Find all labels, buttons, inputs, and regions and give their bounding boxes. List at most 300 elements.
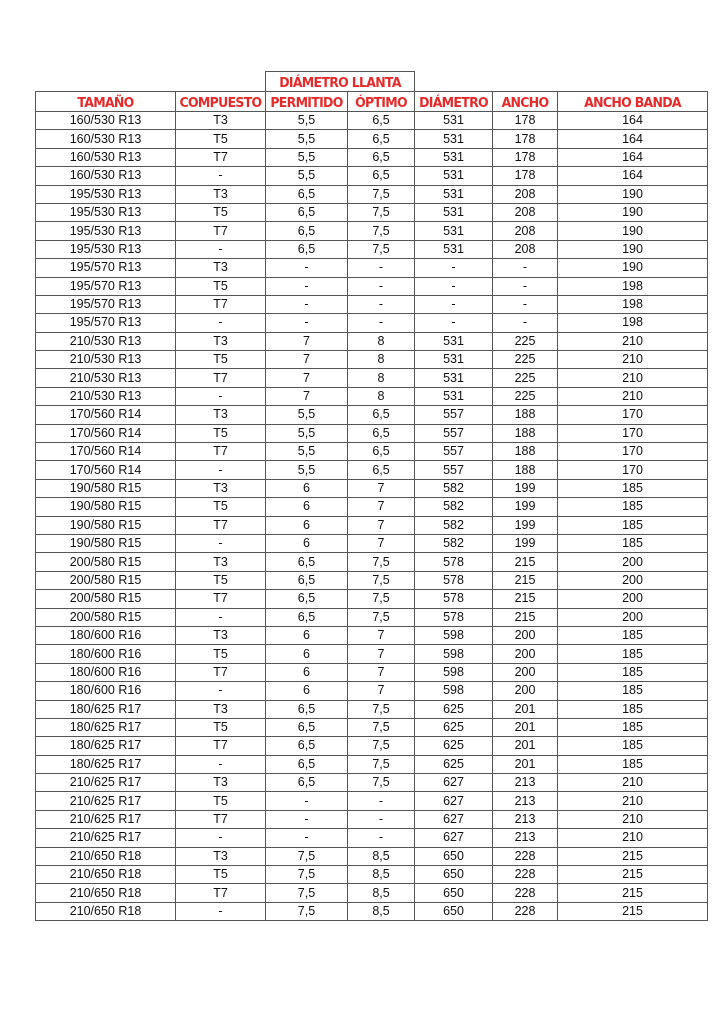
tread-width-cell: 185 [558,663,708,681]
permitted-rim-cell: 7,5 [266,847,348,865]
optimal-rim-cell: 7,5 [348,222,415,240]
size-cell: 195/530 R13 [36,222,176,240]
optimal-rim-cell: 8 [348,351,415,369]
size-cell: 210/650 R18 [36,884,176,902]
size-cell: 210/650 R18 [36,902,176,920]
optimal-rim-cell: - [348,277,415,295]
diameter-cell: 531 [415,222,493,240]
permitted-rim-cell: 7,5 [266,866,348,884]
size-cell: 160/530 R13 [36,112,176,130]
compound-cell: T7 [176,810,266,828]
table-row [36,369,708,387]
tread-width-cell: 210 [558,774,708,792]
permitted-rim-cell: - [266,314,348,332]
diameter-cell: 598 [415,682,493,700]
header-permitido: PERMITIDO [266,91,348,112]
size-cell: 210/625 R17 [36,829,176,847]
permitted-rim-cell: 6,5 [266,590,348,608]
width-cell: 225 [493,387,558,405]
width-cell: 178 [493,112,558,130]
compound-cell: T3 [176,185,266,203]
table-row [36,590,708,608]
optimal-rim-cell: - [348,314,415,332]
header-diametro: DIÁMETRO [415,91,493,112]
diameter-cell: 531 [415,185,493,203]
optimal-rim-cell: 7,5 [348,700,415,718]
width-cell: 201 [493,737,558,755]
compound-cell: T3 [176,112,266,130]
tread-width-cell: 198 [558,314,708,332]
size-cell: 210/650 R18 [36,866,176,884]
permitted-rim-cell: 6,5 [266,774,348,792]
width-cell: - [493,314,558,332]
optimal-rim-cell: 6,5 [348,461,415,479]
tread-width-cell: 185 [558,737,708,755]
group-header-row [36,72,708,92]
size-cell: 170/560 R14 [36,406,176,424]
table-row [36,167,708,185]
tread-width-cell: 185 [558,534,708,552]
table-row [36,406,708,424]
compound-cell: T3 [176,406,266,424]
table-row [36,259,708,277]
table-row [36,902,708,920]
table-row [36,461,708,479]
table-row [36,884,708,902]
table-row [36,700,708,718]
optimal-rim-cell: - [348,810,415,828]
width-cell: 208 [493,222,558,240]
size-cell: 200/580 R15 [36,571,176,589]
tread-width-cell: 170 [558,424,708,442]
optimal-rim-cell: 8 [348,332,415,350]
size-cell: 180/600 R16 [36,682,176,700]
table-row [36,645,708,663]
width-cell: 199 [493,479,558,497]
compound-cell: T7 [176,369,266,387]
tread-width-cell: 185 [558,498,708,516]
tread-width-cell: 185 [558,645,708,663]
permitted-rim-cell: 6 [266,682,348,700]
permitted-rim-cell: 7 [266,387,348,405]
permitted-rim-cell: 6,5 [266,608,348,626]
width-cell: 228 [493,866,558,884]
permitted-rim-cell: 6,5 [266,222,348,240]
group-header-spacer-right [415,71,708,92]
header-optimo: ÓPTIMO [348,91,415,112]
width-cell: 201 [493,755,558,773]
compound-cell: T7 [176,222,266,240]
table-row [36,571,708,589]
compound-cell: T5 [176,498,266,516]
size-cell: 195/570 R13 [36,259,176,277]
diameter-cell: 557 [415,443,493,461]
tread-width-cell: 210 [558,351,708,369]
permitted-rim-cell: 6,5 [266,737,348,755]
diameter-cell: 650 [415,866,493,884]
diameter-cell: 578 [415,590,493,608]
table-row [36,534,708,552]
permitted-rim-cell: - [266,259,348,277]
optimal-rim-cell: 8,5 [348,902,415,920]
size-cell: 180/625 R17 [36,755,176,773]
table-row [36,866,708,884]
width-cell: 213 [493,774,558,792]
table-row [36,682,708,700]
width-cell: 215 [493,571,558,589]
width-cell: 225 [493,332,558,350]
table-row [36,240,708,258]
compound-cell: T5 [176,571,266,589]
header-ancho-banda: ANCHO BANDA [558,91,708,112]
tread-width-cell: 185 [558,516,708,534]
size-cell: 210/530 R13 [36,387,176,405]
header-compuesto: COMPUESTO [176,91,266,112]
tread-width-cell: 190 [558,259,708,277]
diameter-cell: - [415,259,493,277]
compound-cell: T5 [176,718,266,736]
width-cell: 213 [493,810,558,828]
compound-cell: T7 [176,590,266,608]
tread-width-cell: 200 [558,608,708,626]
permitted-rim-cell: 6,5 [266,755,348,773]
diameter-cell: 582 [415,498,493,516]
table-row [36,295,708,313]
tread-width-cell: 164 [558,148,708,166]
permitted-rim-cell: 7,5 [266,902,348,920]
width-cell: 200 [493,682,558,700]
width-cell: 215 [493,553,558,571]
size-cell: 195/570 R13 [36,277,176,295]
size-cell: 195/530 R13 [36,185,176,203]
tread-width-cell: 185 [558,682,708,700]
header-ancho: ANCHO [493,91,558,112]
permitted-rim-cell: - [266,295,348,313]
width-cell: 188 [493,424,558,442]
header-tamano: TAMAÑO [36,91,176,112]
permitted-rim-cell: 7 [266,351,348,369]
optimal-rim-cell: - [348,829,415,847]
compound-cell: - [176,387,266,405]
table-row [36,792,708,810]
permitted-rim-cell: - [266,829,348,847]
width-cell: - [493,277,558,295]
tread-width-cell: 170 [558,443,708,461]
width-cell: 200 [493,645,558,663]
permitted-rim-cell: 5,5 [266,167,348,185]
diameter-cell: - [415,314,493,332]
width-cell: 178 [493,130,558,148]
size-cell: 190/580 R15 [36,498,176,516]
table-row [36,351,708,369]
tread-width-cell: 200 [558,571,708,589]
optimal-rim-cell: - [348,792,415,810]
table-body [36,112,708,921]
width-cell: 213 [493,792,558,810]
compound-cell: T3 [176,332,266,350]
size-cell: 195/570 R13 [36,314,176,332]
permitted-rim-cell: 5,5 [266,148,348,166]
group-header-spacer [36,71,266,92]
permitted-rim-cell: 6,5 [266,240,348,258]
diameter-cell: 598 [415,645,493,663]
size-cell: 180/600 R16 [36,626,176,644]
optimal-rim-cell: 7 [348,645,415,663]
width-cell: 208 [493,240,558,258]
permitted-rim-cell: 7,5 [266,884,348,902]
diameter-cell: 625 [415,737,493,755]
compound-cell: T5 [176,645,266,663]
table-row [36,774,708,792]
permitted-rim-cell: 6,5 [266,203,348,221]
table-row [36,314,708,332]
permitted-rim-cell: - [266,792,348,810]
width-cell: 215 [493,590,558,608]
diameter-cell: 598 [415,663,493,681]
width-cell: 201 [493,718,558,736]
permitted-rim-cell: 6 [266,516,348,534]
diameter-cell: 598 [415,626,493,644]
table-row [36,148,708,166]
compound-cell: - [176,461,266,479]
size-cell: 200/580 R15 [36,553,176,571]
table-row [36,479,708,497]
table-row [36,626,708,644]
tread-width-cell: 210 [558,792,708,810]
tread-width-cell: 185 [558,479,708,497]
diameter-cell: 625 [415,718,493,736]
width-cell: 200 [493,626,558,644]
tread-width-cell: 170 [558,406,708,424]
optimal-rim-cell: 6,5 [348,112,415,130]
compound-cell: T7 [176,737,266,755]
compound-cell: T7 [176,148,266,166]
tread-width-cell: 200 [558,553,708,571]
compound-cell: T3 [176,479,266,497]
compound-cell: - [176,608,266,626]
diameter-cell: 578 [415,553,493,571]
optimal-rim-cell: - [348,295,415,313]
permitted-rim-cell: 5,5 [266,406,348,424]
table-row [36,608,708,626]
size-cell: 200/580 R15 [36,608,176,626]
size-cell: 210/530 R13 [36,351,176,369]
tread-width-cell: 215 [558,866,708,884]
compound-cell: T7 [176,884,266,902]
table-row [36,277,708,295]
diameter-cell: 578 [415,571,493,589]
table-row [36,332,708,350]
tread-width-cell: 210 [558,810,708,828]
diameter-cell: 627 [415,829,493,847]
permitted-rim-cell: 5,5 [266,112,348,130]
compound-cell: T5 [176,792,266,810]
compound-cell: T7 [176,443,266,461]
compound-cell: T5 [176,866,266,884]
diameter-cell: 557 [415,424,493,442]
table-row [36,847,708,865]
diameter-cell: 531 [415,112,493,130]
tread-width-cell: 190 [558,203,708,221]
table-row [36,737,708,755]
diameter-cell: 650 [415,902,493,920]
compound-cell: T3 [176,700,266,718]
width-cell: - [493,259,558,277]
width-cell: 199 [493,534,558,552]
diameter-cell: 650 [415,884,493,902]
width-cell: 188 [493,443,558,461]
size-cell: 210/530 R13 [36,332,176,350]
optimal-rim-cell: 8 [348,369,415,387]
size-cell: 210/625 R17 [36,810,176,828]
size-cell: 180/625 R17 [36,700,176,718]
diameter-cell: 627 [415,810,493,828]
compound-cell: T5 [176,130,266,148]
size-cell: 210/530 R13 [36,369,176,387]
diameter-cell: 625 [415,700,493,718]
diameter-cell: 531 [415,148,493,166]
diameter-cell: 531 [415,203,493,221]
table-row [36,424,708,442]
permitted-rim-cell: 6,5 [266,185,348,203]
permitted-rim-cell: - [266,277,348,295]
diameter-cell: 582 [415,479,493,497]
diameter-cell: 531 [415,387,493,405]
tread-width-cell: 164 [558,112,708,130]
diameter-cell: 531 [415,332,493,350]
compound-cell: T5 [176,424,266,442]
diameter-cell: 650 [415,847,493,865]
table-row [36,810,708,828]
tire-specs-table [35,71,708,921]
size-cell: 195/570 R13 [36,295,176,313]
compound-cell: T5 [176,351,266,369]
tread-width-cell: 170 [558,461,708,479]
size-cell: 190/580 R15 [36,534,176,552]
width-cell: 228 [493,902,558,920]
compound-cell: - [176,682,266,700]
compound-cell: T3 [176,259,266,277]
optimal-rim-cell: 7 [348,682,415,700]
optimal-rim-cell: 7,5 [348,590,415,608]
size-cell: 210/650 R18 [36,847,176,865]
tread-width-cell: 200 [558,590,708,608]
permitted-rim-cell: - [266,810,348,828]
permitted-rim-cell: 6,5 [266,700,348,718]
tread-width-cell: 198 [558,295,708,313]
size-cell: 160/530 R13 [36,130,176,148]
size-cell: 190/580 R15 [36,479,176,497]
width-cell: 188 [493,406,558,424]
tread-width-cell: 190 [558,185,708,203]
compound-cell: - [176,755,266,773]
size-cell: 190/580 R15 [36,516,176,534]
tread-width-cell: 185 [558,718,708,736]
table-row [36,443,708,461]
size-cell: 200/580 R15 [36,590,176,608]
optimal-rim-cell: 7,5 [348,240,415,258]
width-cell: 188 [493,461,558,479]
optimal-rim-cell: 7 [348,479,415,497]
compound-cell: T3 [176,553,266,571]
permitted-rim-cell: 6 [266,626,348,644]
diameter-cell: 627 [415,774,493,792]
tread-width-cell: 215 [558,884,708,902]
compound-cell: - [176,534,266,552]
permitted-rim-cell: 5,5 [266,461,348,479]
width-cell: 199 [493,498,558,516]
diameter-cell: 625 [415,755,493,773]
width-cell: 208 [493,203,558,221]
permitted-rim-cell: 6 [266,498,348,516]
tread-width-cell: 185 [558,755,708,773]
width-cell: 228 [493,847,558,865]
optimal-rim-cell: - [348,259,415,277]
compound-cell: - [176,314,266,332]
optimal-rim-cell: 6,5 [348,167,415,185]
width-cell: - [493,295,558,313]
table-row [36,130,708,148]
tread-width-cell: 164 [558,167,708,185]
diameter-cell: - [415,295,493,313]
table-row [36,755,708,773]
width-cell: 200 [493,663,558,681]
permitted-rim-cell: 6,5 [266,718,348,736]
tread-width-cell: 210 [558,829,708,847]
compound-cell: T7 [176,516,266,534]
size-cell: 160/530 R13 [36,148,176,166]
table-row [36,203,708,221]
table-row [36,553,708,571]
diameter-cell: 557 [415,461,493,479]
optimal-rim-cell: 8,5 [348,866,415,884]
size-cell: 160/530 R13 [36,167,176,185]
compound-cell: T5 [176,203,266,221]
table-row [36,185,708,203]
tread-width-cell: 185 [558,700,708,718]
column-header-row [36,92,708,112]
width-cell: 225 [493,351,558,369]
width-cell: 178 [493,167,558,185]
width-cell: 225 [493,369,558,387]
diameter-cell: 531 [415,369,493,387]
table-row [36,387,708,405]
optimal-rim-cell: 7 [348,516,415,534]
width-cell: 215 [493,608,558,626]
optimal-rim-cell: 7,5 [348,608,415,626]
size-cell: 170/560 R14 [36,461,176,479]
tread-width-cell: 185 [558,626,708,644]
table-row [36,498,708,516]
compound-cell: T3 [176,847,266,865]
tread-width-cell: 210 [558,332,708,350]
compound-cell: - [176,829,266,847]
optimal-rim-cell: 7 [348,626,415,644]
tread-width-cell: 190 [558,240,708,258]
diameter-cell: 582 [415,534,493,552]
size-cell: 170/560 R14 [36,443,176,461]
compound-cell: T7 [176,295,266,313]
compound-cell: T7 [176,663,266,681]
size-cell: 210/625 R17 [36,792,176,810]
tread-width-cell: 215 [558,902,708,920]
optimal-rim-cell: 6,5 [348,443,415,461]
width-cell: 228 [493,884,558,902]
size-cell: 210/625 R17 [36,774,176,792]
diameter-cell: 582 [415,516,493,534]
optimal-rim-cell: 7,5 [348,755,415,773]
size-cell: 180/625 R17 [36,737,176,755]
